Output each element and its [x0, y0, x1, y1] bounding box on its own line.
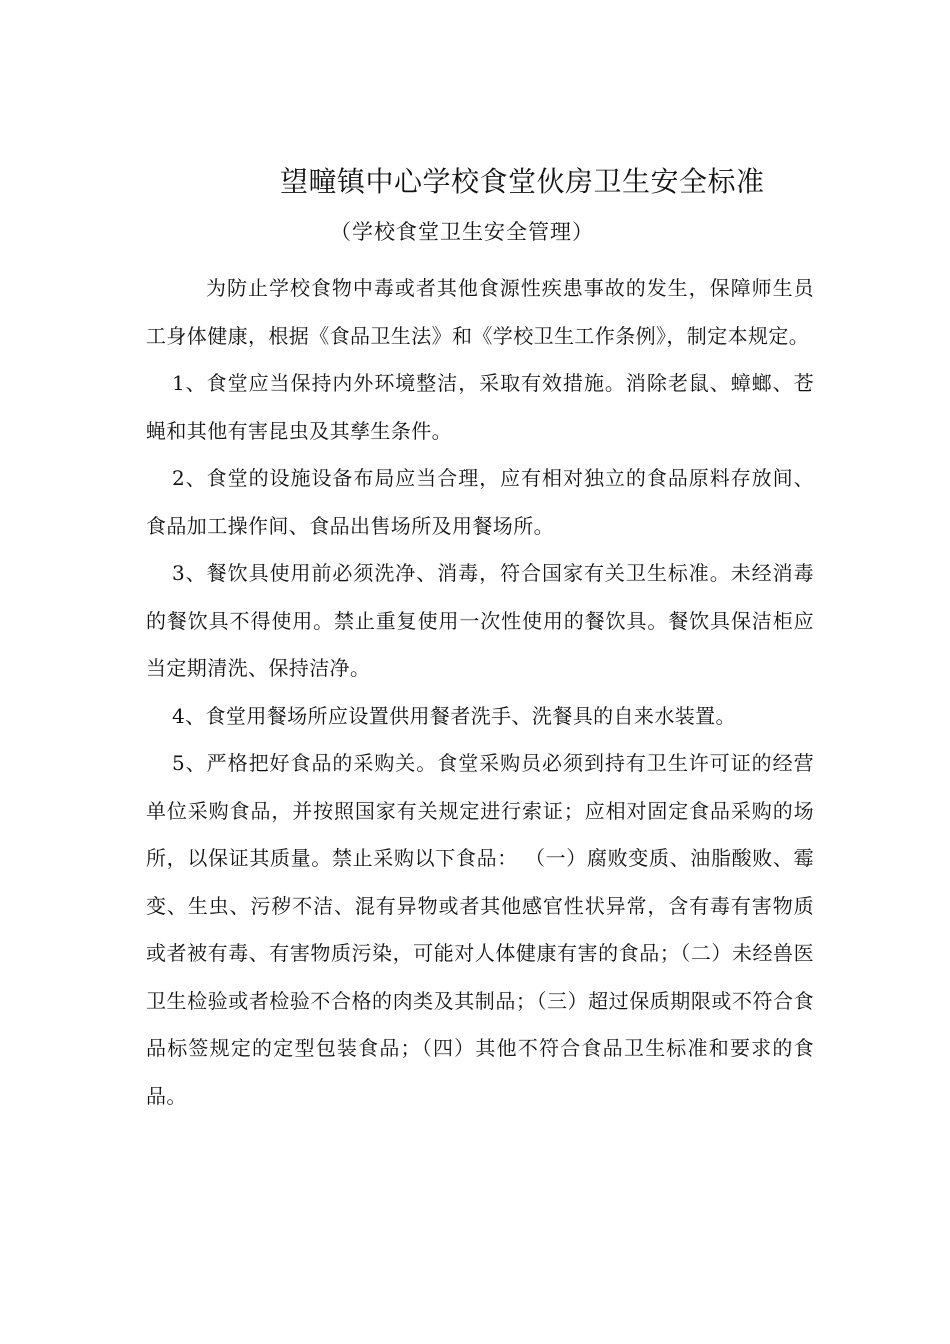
rule-item-5: 5、严格把好食品的采购关。食堂采购员必须到持有卫生许可证的经营单位采购食品，并按照国家有关规定进行索证；应相对固定食品采购的场所，以保证其质量。禁止采购以下食品： （一）腐败变质、油脂酸败、霉变、生虫、污秽不洁、混有异物或者其他感官性状异常，含有毒有害物质或者被有毒、有害物质污染，可能对人体健康有害的食品；（二）未经兽医卫生检验或者检验不合格的肉类及其制品；（三）超过保质期限或不符合食品标签规定的定型包装食品；（四）其他不符合食品卫生标准和要求的食品。 — [146, 751, 814, 1108]
document-body — [146, 265, 814, 1120]
document-subtitle: （学校食堂卫生安全管理） — [330, 220, 594, 244]
document-title: 望疃镇中心学校食堂伙房卫生安全标准 — [280, 165, 765, 198]
rule-item-3: 3、餐饮具使用前必须洗净、消毒，符合国家有关卫生标准。未经消毒的餐饮具不得使用。禁止重复使用一次性使用的餐饮具。餐饮具保洁柜应当定期清洗、保持洁净。 — [146, 561, 814, 680]
intro-paragraph: 为防止学校食物中毒或者其他食源性疾患事故的发生，保障师生员工身体健康，根据《食品卫生法》和《学校卫生工作条例》，制定本规定。 — [146, 276, 814, 348]
rule-item-4: 4、食堂用餐场所应设置供用餐者洗手、洗餐具的自来水装置。 — [172, 703, 736, 728]
rule-item-2: 2、食堂的设施设备布局应当合理，应有相对独立的食品原料存放间、食品加工操作间、食品出售场所及用餐场所。 — [146, 466, 814, 538]
rule-item-1: 1、食堂应当保持内外环境整洁，采取有效措施。消除老鼠、蟑螂、苍蝇和其他有害昆虫及其孳生条件。 — [146, 371, 814, 443]
